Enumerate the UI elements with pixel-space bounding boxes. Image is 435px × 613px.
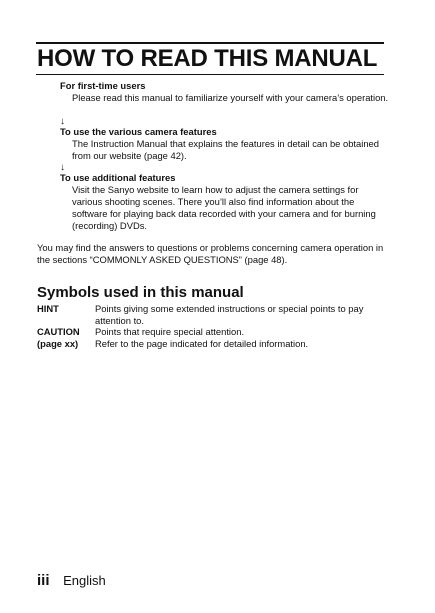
symbol-description: Refer to the page indicated for detailed information. (95, 338, 309, 349)
guide-text: The Instruction Manual that explains the features in detail can be obtained from our website (page 42). (72, 138, 379, 161)
page-footer (37, 573, 106, 589)
guide-text: Visit the Sanyo website to learn how to adjust the camera settings for various shooting scenes. There you’ll also find information about the software for playing back data recorded with your camera and for burning (recording) DVDs. (72, 184, 376, 231)
title-bottom-rule (36, 74, 384, 75)
guide-first-time-users (60, 80, 390, 104)
symbol-row-page-ref (37, 338, 392, 350)
guide-heading: To use the various camera features (60, 126, 217, 137)
guide-heading: To use additional features (60, 172, 176, 183)
guide-text: Please read this manual to familiarize yourself with your camera’s operation. (72, 92, 389, 103)
symbol-description: Points that require special attention. (95, 326, 245, 337)
guide-additional-features (60, 172, 390, 232)
symbol-term: (page xx) (37, 338, 79, 349)
down-arrow-icon: ↓ (60, 162, 65, 173)
symbol-term: HINT (37, 303, 59, 314)
symbol-term: CAUTION (37, 326, 80, 337)
title-top-rule (36, 42, 384, 44)
footer-language: English (63, 573, 106, 588)
page-number: iii (37, 572, 50, 589)
guide-heading: For first-time users (60, 80, 146, 91)
page-title: HOW TO READ THIS MANUAL (37, 45, 378, 72)
guide-camera-features (60, 126, 390, 162)
symbol-row-hint (37, 303, 392, 327)
symbols-heading: Symbols used in this manual (37, 284, 244, 301)
symbol-description: Points giving some extended instructions or special points to pay attention to. (95, 303, 364, 326)
symbol-row-caution (37, 326, 392, 338)
down-arrow-icon: ↓ (60, 116, 65, 127)
answers-paragraph: You may find the answers to questions or problems concerning camera operation in the sections “COMMONLY ASKED QUESTIONS” (page 48). (37, 242, 384, 265)
